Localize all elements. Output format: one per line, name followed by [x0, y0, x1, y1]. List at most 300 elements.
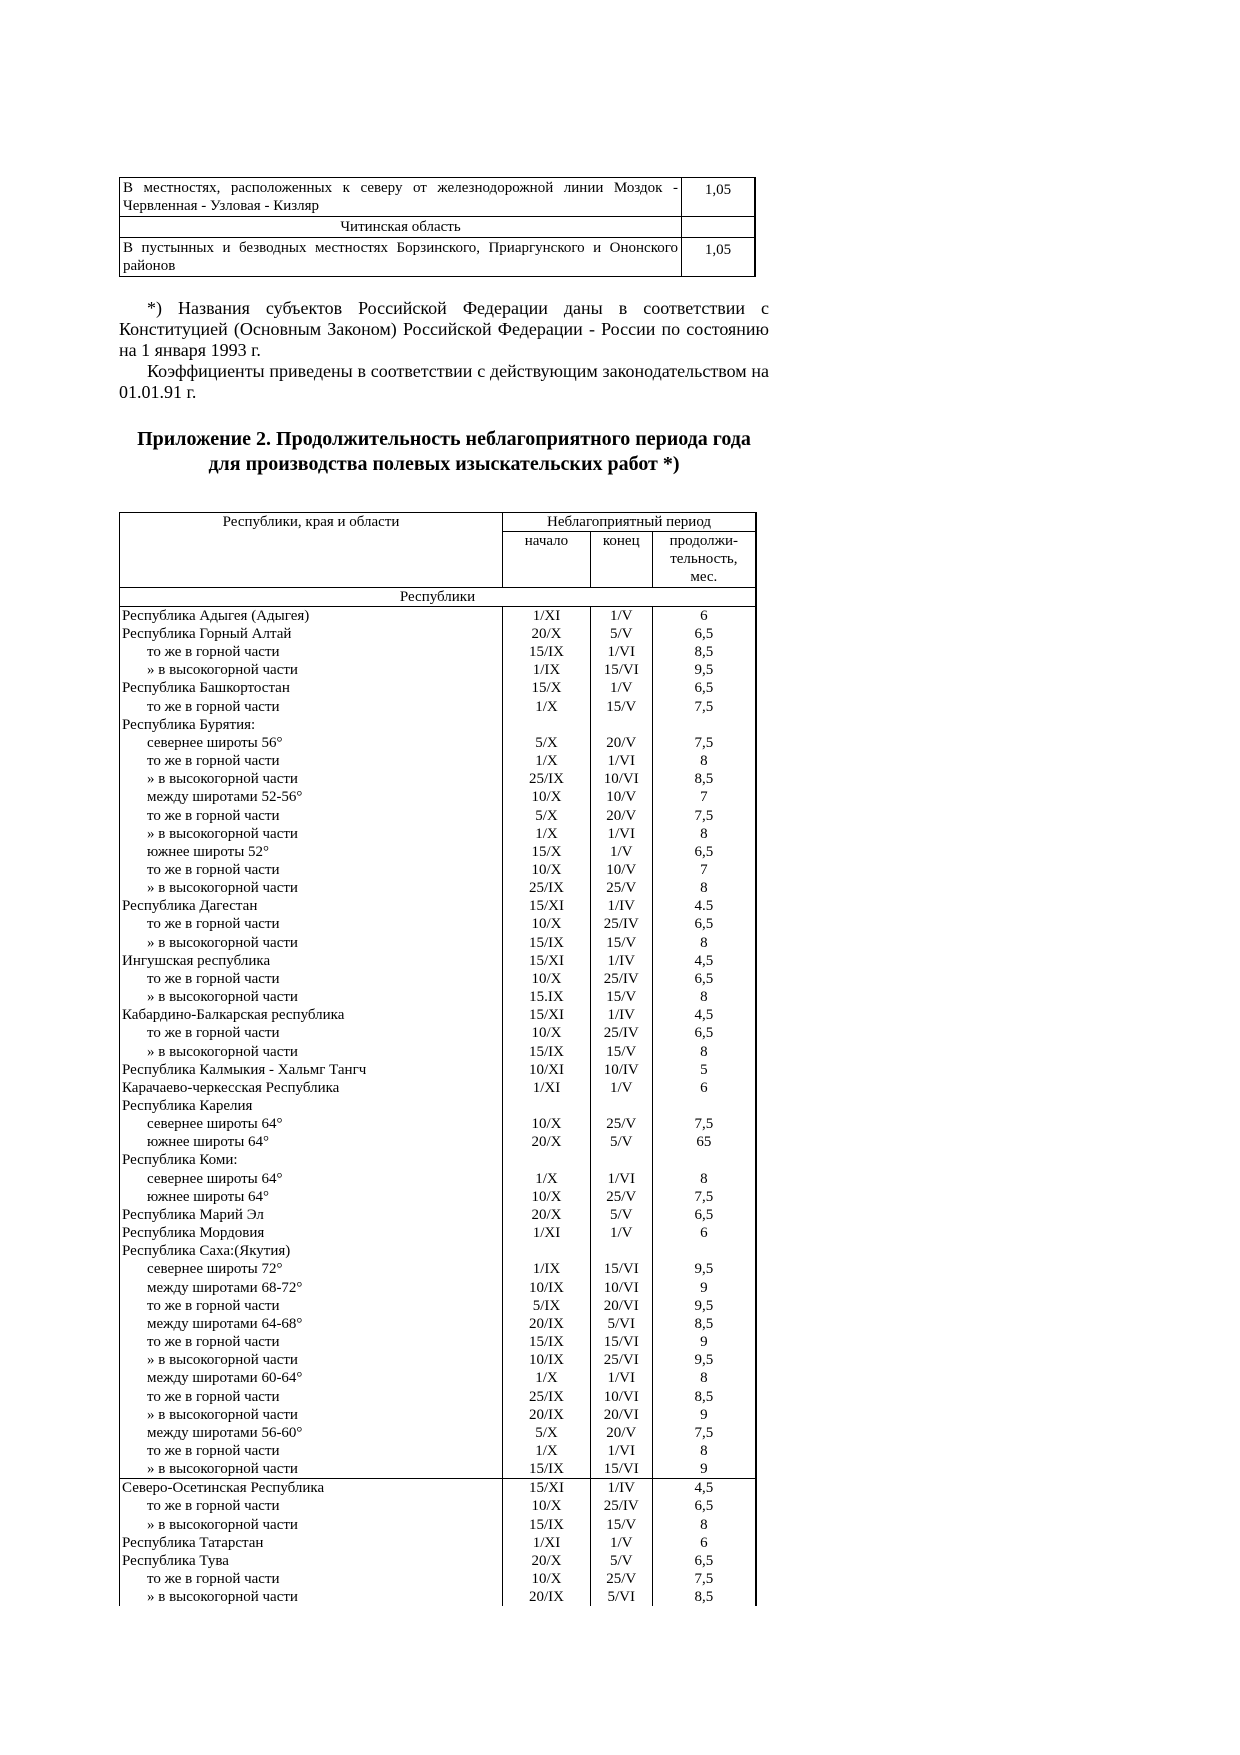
- period-end-cell: 15/VI: [590, 1460, 652, 1479]
- period-end-cell: 1/V: [590, 1224, 652, 1242]
- period-end-cell: 5/VI: [590, 1315, 652, 1333]
- header-row: [120, 513, 757, 532]
- period-start-cell: 15/X: [503, 679, 591, 697]
- period-start-cell: 15/X: [503, 843, 591, 861]
- period-end-cell: 20/VI: [590, 1406, 652, 1424]
- table-row: [120, 788, 757, 806]
- period-end-cell: 5/V: [590, 625, 652, 643]
- duration-cell: 7: [652, 788, 756, 806]
- table-row: [120, 1279, 757, 1297]
- region-name-cell: то же в горной части: [120, 1497, 503, 1515]
- region-name-cell: Республика Мордовия: [120, 1224, 503, 1242]
- duration-cell: 8: [652, 825, 756, 843]
- period-start-cell: 15/XI: [503, 1006, 591, 1024]
- period-start-cell: 1/IX: [503, 1260, 591, 1278]
- duration-cell: 6: [652, 1079, 756, 1097]
- table-row: [120, 1369, 757, 1387]
- duration-cell: 7,5: [652, 734, 756, 752]
- table-row: [120, 1097, 757, 1115]
- duration-cell: 8,5: [652, 1388, 756, 1406]
- period-end-cell: 20/V: [590, 734, 652, 752]
- period-start-cell: 10/X: [503, 1497, 591, 1515]
- period-start-cell: 10/X: [503, 1570, 591, 1588]
- region-name-cell: Республика Коми:: [120, 1151, 503, 1169]
- duration-cell: [652, 1242, 756, 1260]
- period-end-cell: [590, 1242, 652, 1260]
- period-start-cell: 10/X: [503, 915, 591, 933]
- table-row: [120, 1442, 757, 1460]
- duration-cell: 9,5: [652, 1297, 756, 1315]
- region-name-cell: Республика Бурятия:: [120, 716, 503, 734]
- period-start-cell: 1/IX: [503, 661, 591, 679]
- duration-cell: 9,5: [652, 661, 756, 679]
- table-row: [120, 625, 757, 643]
- period-end-cell: 25/V: [590, 879, 652, 897]
- region-name-cell: то же в горной части: [120, 915, 503, 933]
- period-start-cell: 15/IX: [503, 934, 591, 952]
- table-row: [120, 1460, 757, 1479]
- duration-cell: [652, 1151, 756, 1169]
- duration-cell: 6,5: [652, 625, 756, 643]
- period-start-cell: 10/X: [503, 1115, 591, 1133]
- table-row: [120, 988, 757, 1006]
- table-row: [120, 1224, 757, 1242]
- period-end-cell: [590, 1097, 652, 1115]
- region-name-cell: » в высокогорной части: [120, 661, 503, 679]
- region-name-cell: южнее широты 64°: [120, 1188, 503, 1206]
- coefficient-value: 1,05: [682, 178, 756, 217]
- appendix-title-line-1: Приложение 2. Продолжительность неблагоприятного периода года: [137, 428, 751, 450]
- period-start-cell: 10/IX: [503, 1351, 591, 1369]
- period-start-cell: [503, 1242, 591, 1260]
- duration-cell: 9,5: [652, 1260, 756, 1278]
- table-row: [120, 861, 757, 879]
- period-start-cell: [503, 1097, 591, 1115]
- period-end-cell: 25/IV: [590, 915, 652, 933]
- duration-cell: 8: [652, 752, 756, 770]
- duration-cell: 9: [652, 1279, 756, 1297]
- region-name-cell: то же в горной части: [120, 807, 503, 825]
- table-row: [120, 934, 757, 952]
- section-heading: Республики: [120, 587, 757, 606]
- table-row: [120, 807, 757, 825]
- table-row: [120, 952, 757, 970]
- period-start-cell: 5/X: [503, 1424, 591, 1442]
- period-start-cell: 1/X: [503, 825, 591, 843]
- table-row: [120, 752, 757, 770]
- table-row: [120, 1406, 757, 1424]
- period-end-cell: 10/VI: [590, 1279, 652, 1297]
- region-name-cell: то же в горной части: [120, 1297, 503, 1315]
- period-start-cell: 10/XI: [503, 1061, 591, 1079]
- table-row: [120, 1497, 757, 1515]
- region-name-cell: » в высокогорной части: [120, 1516, 503, 1534]
- region-name-cell: Ингушская республика: [120, 952, 503, 970]
- period-end-cell: 10/V: [590, 861, 652, 879]
- duration-cell: 4,5: [652, 1006, 756, 1024]
- period-start-cell: 10/X: [503, 970, 591, 988]
- region-name-cell: Республика Башкортостан: [120, 679, 503, 697]
- coefficient-row: [120, 178, 756, 217]
- region-name-cell: то же в горной части: [120, 1388, 503, 1406]
- period-end-cell: 5/VI: [590, 1588, 652, 1606]
- period-start-cell: 1/XI: [503, 1534, 591, 1552]
- table-row: [120, 606, 757, 625]
- region-name-cell: Республика Татарстан: [120, 1534, 503, 1552]
- region-name-cell: севернее широты 72°: [120, 1260, 503, 1278]
- duration-cell: 8: [652, 1516, 756, 1534]
- duration-column-header: [652, 532, 756, 587]
- table-row: [120, 661, 757, 679]
- duration-cell: 6,5: [652, 915, 756, 933]
- period-start-cell: 1/X: [503, 1442, 591, 1460]
- table-row: [120, 915, 757, 933]
- table-row: [120, 1024, 757, 1042]
- duration-cell: 7,5: [652, 698, 756, 716]
- region-name-cell: южнее широты 64°: [120, 1133, 503, 1151]
- period-end-cell: 15/V: [590, 1516, 652, 1534]
- duration-cell: 7,5: [652, 1424, 756, 1442]
- duration-cell: 8: [652, 1170, 756, 1188]
- duration-cell: 8: [652, 879, 756, 897]
- period-end-cell: 1/IV: [590, 1479, 652, 1498]
- region-name-cell: между широтами 68-72°: [120, 1279, 503, 1297]
- period-start-cell: 10/X: [503, 1188, 591, 1206]
- duration-cell: 4,5: [652, 1479, 756, 1498]
- period-end-cell: 25/V: [590, 1115, 652, 1133]
- region-name-cell: южнее широты 52°: [120, 843, 503, 861]
- period-end-cell: 15/VI: [590, 1260, 652, 1278]
- duration-cell: 6,5: [652, 1024, 756, 1042]
- duration-cell: 7,5: [652, 1115, 756, 1133]
- period-start-cell: 15/XI: [503, 897, 591, 915]
- end-column-header: конец: [590, 532, 652, 587]
- region-name-cell: » в высокогорной части: [120, 934, 503, 952]
- period-start-cell: 15/IX: [503, 643, 591, 661]
- period-end-cell: 20/V: [590, 1424, 652, 1442]
- region-name-cell: Республика Марий Эл: [120, 1206, 503, 1224]
- duration-cell: 9: [652, 1333, 756, 1351]
- period-end-cell: 1/V: [590, 843, 652, 861]
- region-name-cell: Республика Саха:(Якутия): [120, 1242, 503, 1260]
- table-row: [120, 1006, 757, 1024]
- table-row: [120, 1333, 757, 1351]
- region-name-cell: то же в горной части: [120, 752, 503, 770]
- duration-cell: 9: [652, 1460, 756, 1479]
- duration-cell: 6,5: [652, 1552, 756, 1570]
- period-end-cell: 1/V: [590, 679, 652, 697]
- period-start-cell: 20/IX: [503, 1406, 591, 1424]
- table-row: [120, 1479, 757, 1498]
- period-start-cell: 15/IX: [503, 1043, 591, 1061]
- region-name-cell: Кабардино-Балкарская республика: [120, 1006, 503, 1024]
- period-end-cell: [590, 716, 652, 734]
- footnote-coefficients: [119, 361, 769, 403]
- table-row: [120, 1115, 757, 1133]
- duration-cell: 7,5: [652, 1570, 756, 1588]
- duration-cell: [652, 716, 756, 734]
- period-end-cell: 1/VI: [590, 1170, 652, 1188]
- period-start-cell: 20/X: [503, 625, 591, 643]
- duration-cell: 8: [652, 934, 756, 952]
- region-column-header: Республики, края и области: [120, 513, 503, 588]
- period-start-cell: 5/IX: [503, 1297, 591, 1315]
- period-start-cell: 1/XI: [503, 1224, 591, 1242]
- duration-cell: [652, 1097, 756, 1115]
- period-start-cell: 25/IX: [503, 879, 591, 897]
- duration-cell: 7: [652, 861, 756, 879]
- period-end-cell: 15/V: [590, 988, 652, 1006]
- duration-cell: 6: [652, 1224, 756, 1242]
- region-name-cell: » в высокогорной части: [120, 1460, 503, 1479]
- period-start-cell: 5/X: [503, 807, 591, 825]
- period-end-cell: 10/VI: [590, 770, 652, 788]
- empty-cell: [682, 217, 756, 238]
- period-start-cell: 20/X: [503, 1133, 591, 1151]
- locality-description: В местностях, расположенных к северу от железнодорожной линии Моздок - Червленная - Узловая - Кизляр: [120, 178, 682, 217]
- table-row: [120, 1424, 757, 1442]
- period-end-cell: 5/V: [590, 1552, 652, 1570]
- duration-cell: 7,5: [652, 807, 756, 825]
- table-row: [120, 1242, 757, 1260]
- region-name-cell: севернее широты 56°: [120, 734, 503, 752]
- period-start-cell: 20/X: [503, 1552, 591, 1570]
- region-name-cell: Республика Карелия: [120, 1097, 503, 1115]
- duration-cell: 6,5: [652, 1206, 756, 1224]
- period-start-cell: 1/X: [503, 752, 591, 770]
- period-start-cell: 25/IX: [503, 770, 591, 788]
- period-start-cell: 15/IX: [503, 1516, 591, 1534]
- period-end-cell: 1/VI: [590, 643, 652, 661]
- duration-cell: 6,5: [652, 1497, 756, 1515]
- period-end-cell: 15/V: [590, 698, 652, 716]
- period-end-cell: 25/V: [590, 1188, 652, 1206]
- region-name-cell: то же в горной части: [120, 643, 503, 661]
- period-end-cell: 5/V: [590, 1133, 652, 1151]
- region-name-cell: между широтами 60-64°: [120, 1369, 503, 1387]
- region-name-cell: между широтами 56-60°: [120, 1424, 503, 1442]
- region-name-cell: » в высокогорной части: [120, 770, 503, 788]
- period-end-cell: 1/V: [590, 1079, 652, 1097]
- region-name-cell: Карачаево-черкесская Республика: [120, 1079, 503, 1097]
- period-end-cell: 10/VI: [590, 1388, 652, 1406]
- region-name-cell: Республика Горный Алтай: [120, 625, 503, 643]
- period-start-cell: 10/IX: [503, 1279, 591, 1297]
- region-name-cell: » в высокогорной части: [120, 825, 503, 843]
- region-name-cell: » в высокогорной части: [120, 1588, 503, 1606]
- period-start-cell: 20/X: [503, 1206, 591, 1224]
- table-row: [120, 1351, 757, 1369]
- region-name-cell: Северо-Осетинская Республика: [120, 1479, 503, 1498]
- period-start-cell: 1/X: [503, 1170, 591, 1188]
- period-end-cell: 25/IV: [590, 1024, 652, 1042]
- footnote-names-text: *) Названия субъектов Российской Федерации даны в соответствии с Конституцией (Основным Законом) Российской Федерации - России по состоянию на 1 января 1993 г.: [119, 298, 769, 360]
- period-end-cell: 5/V: [590, 1206, 652, 1224]
- period-end-cell: 20/V: [590, 807, 652, 825]
- duration-cell: 8,5: [652, 643, 756, 661]
- duration-cell: 6,5: [652, 843, 756, 861]
- period-end-cell: 1/IV: [590, 952, 652, 970]
- period-end-cell: 1/IV: [590, 1006, 652, 1024]
- period-start-cell: 10/X: [503, 1024, 591, 1042]
- region-heading-row: [120, 217, 756, 238]
- region-name-cell: севернее широты 64°: [120, 1115, 503, 1133]
- region-name-cell: между широтами 52-56°: [120, 788, 503, 806]
- period-start-cell: 15.IX: [503, 988, 591, 1006]
- table-row: [120, 1133, 757, 1151]
- period-start-cell: 15/XI: [503, 1479, 591, 1498]
- period-start-cell: 1/XI: [503, 1079, 591, 1097]
- period-end-cell: 1/VI: [590, 1442, 652, 1460]
- table-row: [120, 1534, 757, 1552]
- duration-cell: 8: [652, 1043, 756, 1061]
- region-name-cell: то же в горной части: [120, 861, 503, 879]
- table-row: [120, 1206, 757, 1224]
- period-start-cell: 5/X: [503, 734, 591, 752]
- table-row: [120, 679, 757, 697]
- table-row: [120, 1151, 757, 1169]
- period-end-cell: 1/V: [590, 606, 652, 625]
- duration-cell: 6,5: [652, 970, 756, 988]
- duration-cell: 8: [652, 1369, 756, 1387]
- table-row: [120, 734, 757, 752]
- table-row: [120, 1588, 757, 1606]
- duration-cell: 8,5: [652, 1588, 756, 1606]
- region-name-cell: то же в горной части: [120, 1570, 503, 1588]
- region-name-cell: то же в горной части: [120, 698, 503, 716]
- period-end-cell: 15/VI: [590, 1333, 652, 1351]
- period-end-cell: 25/IV: [590, 970, 652, 988]
- duration-cell: 4,5: [652, 952, 756, 970]
- period-start-cell: [503, 1151, 591, 1169]
- period-end-cell: 1/VI: [590, 825, 652, 843]
- period-start-cell: [503, 716, 591, 734]
- period-end-cell: 25/V: [590, 1570, 652, 1588]
- period-start-cell: 10/X: [503, 861, 591, 879]
- region-name-cell: » в высокогорной части: [120, 879, 503, 897]
- duration-cell: 8: [652, 1442, 756, 1460]
- table-row: [120, 1297, 757, 1315]
- region-name-cell: то же в горной части: [120, 1442, 503, 1460]
- table-row: [120, 1188, 757, 1206]
- period-start-cell: 15/IX: [503, 1460, 591, 1479]
- table-row: [120, 770, 757, 788]
- period-end-cell: 15/VI: [590, 661, 652, 679]
- table-row: [120, 843, 757, 861]
- table-row: [120, 970, 757, 988]
- table-row: [120, 1061, 757, 1079]
- period-end-cell: 10/V: [590, 788, 652, 806]
- period-start-cell: 10/X: [503, 788, 591, 806]
- duration-cell: 6,5: [652, 679, 756, 697]
- period-group-header: Неблагоприятный период: [503, 513, 756, 532]
- duration-cell: 5: [652, 1061, 756, 1079]
- period-end-cell: 25/IV: [590, 1497, 652, 1515]
- unfavorable-period-table: [119, 512, 757, 1606]
- period-start-cell: 15/XI: [503, 952, 591, 970]
- table-row: [120, 1043, 757, 1061]
- period-end-cell: 20/VI: [590, 1297, 652, 1315]
- period-start-cell: 1/X: [503, 698, 591, 716]
- footnote-coefficients-text: Коэффициенты приведены в соответствии с действующим законодательством на 01.01.91 г.: [119, 361, 769, 402]
- coefficient-table-fragment: [119, 177, 756, 277]
- table-row: [120, 1170, 757, 1188]
- duration-cell: 9: [652, 1406, 756, 1424]
- start-column-header: начало: [503, 532, 591, 587]
- duration-header-line: мес.: [690, 569, 718, 586]
- region-name-cell: Республика Тува: [120, 1552, 503, 1570]
- table-row: [120, 1315, 757, 1333]
- region-name-cell: то же в горной части: [120, 970, 503, 988]
- duration-cell: 9,5: [652, 1351, 756, 1369]
- region-name-cell: Республика Калмыкия - Хальмг Тангч: [120, 1061, 503, 1079]
- region-name-cell: Республика Адыгея (Адыгея): [120, 606, 503, 625]
- duration-cell: 6: [652, 606, 756, 625]
- duration-cell: 4.5: [652, 897, 756, 915]
- period-end-cell: 1/IV: [590, 897, 652, 915]
- region-name-cell: Республика Дагестан: [120, 897, 503, 915]
- appendix-title-line-2: для производства полевых изыскательских работ *): [208, 453, 680, 475]
- table-row: [120, 1388, 757, 1406]
- period-end-cell: [590, 1151, 652, 1169]
- coefficient-row: [120, 238, 756, 277]
- table-row: [120, 1079, 757, 1097]
- period-end-cell: 1/VI: [590, 752, 652, 770]
- period-end-cell: 1/VI: [590, 1369, 652, 1387]
- period-end-cell: 1/V: [590, 1534, 652, 1552]
- footnote-names: [119, 298, 769, 361]
- table-row: [120, 879, 757, 897]
- period-end-cell: 15/V: [590, 934, 652, 952]
- table-row: [120, 716, 757, 734]
- period-start-cell: 1/X: [503, 1369, 591, 1387]
- table-row: [120, 1260, 757, 1278]
- table-row: [120, 897, 757, 915]
- duration-cell: 8,5: [652, 1315, 756, 1333]
- duration-cell: 8,5: [652, 770, 756, 788]
- period-start-cell: 1/XI: [503, 606, 591, 625]
- period-start-cell: 20/IX: [503, 1588, 591, 1606]
- period-end-cell: 10/IV: [590, 1061, 652, 1079]
- duration-cell: 7,5: [652, 1188, 756, 1206]
- period-end-cell: 15/V: [590, 1043, 652, 1061]
- duration-header-line: продолжи-: [669, 533, 739, 550]
- appendix-title: [119, 427, 769, 477]
- region-name-cell: севернее широты 64°: [120, 1170, 503, 1188]
- table-row: [120, 1552, 757, 1570]
- duration-header-line: тельность,: [670, 551, 738, 568]
- section-row: [120, 587, 757, 606]
- period-start-cell: 25/IX: [503, 1388, 591, 1406]
- region-name-cell: между широтами 64-68°: [120, 1315, 503, 1333]
- table-row: [120, 1516, 757, 1534]
- period-end-cell: 25/VI: [590, 1351, 652, 1369]
- region-name-cell: то же в горной части: [120, 1024, 503, 1042]
- coefficient-value: 1,05: [682, 238, 756, 277]
- table-row: [120, 825, 757, 843]
- region-name-cell: » в высокогорной части: [120, 1043, 503, 1061]
- region-heading: Читинская область: [120, 217, 682, 238]
- locality-description: В пустынных и безводных местностях Борзинского, Приаргунского и Ононского районов: [120, 238, 682, 277]
- period-start-cell: 15/IX: [503, 1333, 591, 1351]
- duration-cell: 8: [652, 988, 756, 1006]
- region-name-cell: » в высокогорной части: [120, 988, 503, 1006]
- table-row: [120, 698, 757, 716]
- period-start-cell: 20/IX: [503, 1315, 591, 1333]
- region-name-cell: » в высокогорной части: [120, 1406, 503, 1424]
- region-name-cell: то же в горной части: [120, 1333, 503, 1351]
- duration-cell: 6: [652, 1534, 756, 1552]
